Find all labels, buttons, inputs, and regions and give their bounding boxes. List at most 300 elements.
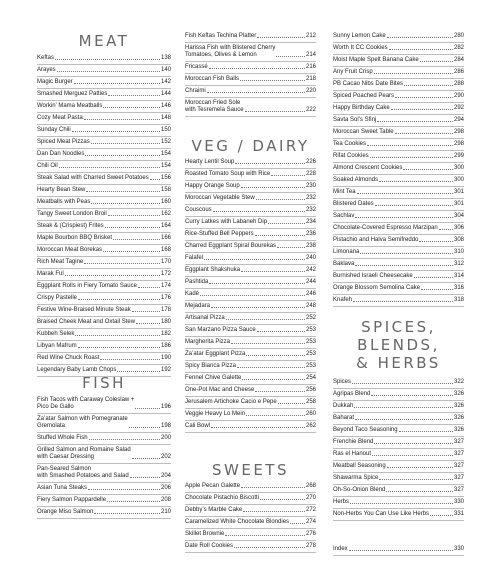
toc-entry[interactable] <box>333 544 464 556</box>
dot-leader <box>290 523 305 524</box>
dot-leader <box>386 491 453 492</box>
dot-leader <box>138 287 160 288</box>
dot-leader <box>226 319 305 320</box>
dot-leader <box>389 49 453 50</box>
entry-page-number: 298 <box>453 129 464 135</box>
entry-page-number: 286 <box>453 69 464 75</box>
entry-page-number: 253 <box>305 351 316 357</box>
entry-title: Savta Sol’s Sfinj <box>333 117 377 123</box>
toc-entry[interactable] <box>333 271 464 283</box>
toc-entry[interactable] <box>333 187 464 199</box>
dot-leader <box>357 193 453 194</box>
entry-title: Workin’ Mama Meatballs <box>37 103 103 109</box>
dot-leader <box>91 203 160 204</box>
entry-page-number: 154 <box>160 151 171 157</box>
dot-leader <box>78 299 160 300</box>
toc-entry[interactable] <box>333 127 464 139</box>
toc-entry[interactable] <box>333 497 464 509</box>
toc-entry[interactable] <box>37 209 171 221</box>
entry-title: Debby’s Marble Cake <box>185 507 243 513</box>
dot-leader <box>129 427 160 428</box>
entry-page-number: 232 <box>305 195 316 201</box>
toc-entry[interactable] <box>333 437 464 449</box>
dot-leader <box>135 408 160 409</box>
entry-page-number: 282 <box>453 45 464 51</box>
entry-page-number: 202 <box>160 454 171 460</box>
dot-leader <box>117 371 160 372</box>
toc-entry[interactable] <box>185 181 316 193</box>
dot-leader <box>371 395 453 396</box>
dot-leader <box>379 479 453 480</box>
dot-leader <box>130 477 160 478</box>
dot-leader <box>225 535 305 536</box>
toc-entry[interactable] <box>185 385 316 397</box>
entry-title: Sachlav <box>333 213 355 219</box>
toc-entry[interactable] <box>37 65 171 77</box>
toc-entry[interactable] <box>37 445 171 464</box>
toc-entry[interactable] <box>37 281 171 293</box>
entry-page-number: 253 <box>305 363 316 369</box>
entry-page-number: 280 <box>453 33 464 39</box>
entry-title: Legendary Baby Lamb Chops <box>37 367 117 373</box>
entry-title: Sunday Chili <box>37 127 71 133</box>
dot-leader <box>372 455 453 456</box>
toc-entry[interactable] <box>333 247 464 259</box>
toc-entry[interactable] <box>333 67 464 79</box>
entry-title: Dukkah <box>333 403 354 409</box>
toc-entry[interactable] <box>37 341 171 353</box>
toc-entry[interactable] <box>185 74 316 86</box>
entry-page-number: 262 <box>305 423 316 429</box>
dot-leader <box>352 383 453 384</box>
entry-title: Chraimi <box>185 88 206 94</box>
entry-title: PB Cacao Nibs Date Bites <box>333 81 404 87</box>
toc-entry[interactable] <box>333 79 464 91</box>
entry-title: Hearty Bean Stew <box>37 187 86 193</box>
dot-leader <box>277 247 305 248</box>
dot-leader <box>278 403 305 404</box>
dot-leader <box>268 223 305 224</box>
toc-entry[interactable] <box>333 223 464 235</box>
dot-leader <box>207 92 305 93</box>
entry-title: Herbs <box>333 499 350 505</box>
entry-title: Roasted Tomato Soup with Rice <box>185 171 271 177</box>
entry-page-number: 182 <box>160 331 171 337</box>
toc-entry[interactable] <box>185 169 316 181</box>
entry-title: Eggplant Shakshuka <box>185 267 241 273</box>
entry-page-number: 294 <box>453 117 464 123</box>
toc-entry[interactable] <box>333 461 464 473</box>
toc-entry[interactable] <box>333 449 464 461</box>
toc-entry[interactable] <box>333 235 464 247</box>
entry-page-number: 248 <box>305 303 316 309</box>
toc-entry[interactable] <box>185 481 316 493</box>
toc-entry[interactable] <box>37 137 171 149</box>
entry-page-number: 218 <box>305 76 316 82</box>
toc-entry[interactable] <box>37 125 171 137</box>
toc-entry[interactable] <box>185 43 316 62</box>
toc-entry[interactable] <box>185 397 316 409</box>
dot-leader <box>355 419 453 420</box>
dot-leader <box>59 167 160 168</box>
toc-entry[interactable] <box>37 245 171 257</box>
toc-entry[interactable] <box>185 421 316 433</box>
dot-leader <box>78 347 160 348</box>
entry-page-number: 238 <box>305 243 316 249</box>
entry-title: Hearty Lentil Soup <box>185 159 235 165</box>
entry-page-number: 254 <box>305 375 316 381</box>
toc-entry[interactable] <box>185 409 316 421</box>
toc-entry[interactable] <box>37 185 171 197</box>
entry-page-number: 300 <box>453 165 464 171</box>
entry-page-number: 256 <box>305 387 316 393</box>
toc-entry[interactable] <box>185 157 316 169</box>
entry-title: Jerusalem Artichoke Cacio e Pepe <box>185 399 277 405</box>
spices-list <box>333 377 464 521</box>
dot-leader <box>403 169 453 170</box>
toc-entry[interactable] <box>37 173 171 185</box>
entry-page-number: 310 <box>453 249 464 255</box>
entry-page-number: 210 <box>160 509 171 515</box>
entry-title: Crispy Pastelle <box>37 295 78 301</box>
dot-leader <box>211 427 305 428</box>
toc-entry[interactable] <box>333 139 464 151</box>
dot-leader <box>349 550 453 551</box>
toc-entry[interactable] <box>37 395 171 414</box>
fish-cont-list <box>185 31 316 117</box>
entry-page-number: 306 <box>453 225 464 231</box>
entry-page-number: 166 <box>160 235 171 241</box>
dot-leader <box>395 133 453 134</box>
entry-page-number: 190 <box>160 355 171 361</box>
entry-page-number: 240 <box>305 255 316 261</box>
dot-leader <box>377 121 453 122</box>
entry-title: Happy Birthday Cake <box>333 105 390 111</box>
entry-title: Beyond Taco Seasoning <box>333 427 398 433</box>
entry-page-number: 288 <box>453 81 464 87</box>
toc-entry[interactable] <box>185 301 316 313</box>
toc-entry[interactable] <box>333 91 464 103</box>
entry-title: Mint Tea <box>333 189 356 195</box>
dot-leader <box>103 251 160 252</box>
toc-entry[interactable] <box>37 464 171 483</box>
toc-entry[interactable] <box>37 113 171 125</box>
entry-page-number: 152 <box>160 139 171 145</box>
section-title-meat: MEAT <box>78 32 130 50</box>
entry-title: Caramelized White Chocolate Blondies <box>185 519 290 525</box>
entry-page-number: 301 <box>453 189 464 195</box>
entry-page-number: 298 <box>453 141 464 147</box>
entry-page-number: 174 <box>160 283 171 289</box>
entry-title: Pashtida <box>185 279 209 285</box>
toc-entry[interactable] <box>37 257 171 269</box>
toc-entry[interactable] <box>37 495 171 507</box>
toc-entry[interactable] <box>333 413 464 425</box>
entry-page-number: 253 <box>305 327 316 333</box>
toc-entry[interactable] <box>333 377 464 389</box>
toc-entry[interactable] <box>185 31 316 43</box>
entry-page-number: 316 <box>453 285 464 291</box>
toc-entry[interactable] <box>333 175 464 187</box>
entry-title: Magic Burger <box>37 79 73 85</box>
entry-page-number: 236 <box>305 231 316 237</box>
toc-entry[interactable] <box>37 293 171 305</box>
entry-page-number: 230 <box>305 183 316 189</box>
veg-list <box>185 157 316 433</box>
toc-entry[interactable] <box>37 414 171 433</box>
entry-page-number: 138 <box>160 55 171 61</box>
entry-page-number: 226 <box>305 159 316 165</box>
entry-page-number: 200 <box>160 435 171 441</box>
entry-title: Meatball Seasoning <box>333 463 386 469</box>
toc-entry[interactable] <box>37 305 171 317</box>
toc-entry[interactable] <box>37 221 171 233</box>
dot-leader <box>355 217 453 218</box>
dot-leader <box>200 295 305 296</box>
dot-leader <box>132 311 160 312</box>
toc-entry[interactable] <box>185 373 316 385</box>
toc-entry[interactable] <box>333 31 464 43</box>
entry-title: Fiery Salmon Pappardelle <box>37 497 107 503</box>
entry-page-number: 330 <box>453 499 464 505</box>
toc-entry[interactable] <box>333 55 464 67</box>
dot-leader <box>241 487 305 488</box>
entry-title: Date Roll Cookies <box>185 543 234 549</box>
toc-entry[interactable] <box>185 505 316 517</box>
dot-leader <box>234 547 305 548</box>
toc-entry[interactable] <box>185 337 316 349</box>
entry-title: Festive Wine-Braised Minute Steak <box>37 307 131 313</box>
entry-page-number: 252 <box>305 315 316 321</box>
toc-entry[interactable] <box>37 53 171 65</box>
dot-leader <box>374 73 453 74</box>
index-list <box>333 544 464 556</box>
entry-title: Mejadara <box>185 303 211 309</box>
dot-leader <box>257 331 305 332</box>
entry-title: Ras el Hanout <box>333 451 372 457</box>
entry-page-number: 260 <box>305 411 316 417</box>
toc-entry[interactable] <box>185 325 316 337</box>
dot-leader <box>360 253 453 254</box>
dot-leader <box>255 235 305 236</box>
dot-leader <box>354 407 453 408</box>
entry-page-number: 270 <box>305 495 316 501</box>
dot-leader <box>72 131 160 132</box>
dot-leader <box>367 145 453 146</box>
entry-title: Spiced Meat Pizzas <box>37 139 90 145</box>
toc-entry[interactable] <box>185 313 316 325</box>
entry-title: Veggie Heavy Lo Mein <box>185 411 246 417</box>
toc-entry[interactable] <box>333 103 464 115</box>
toc-entry[interactable] <box>333 425 464 437</box>
entry-page-number: 300 <box>453 177 464 183</box>
toc-entry[interactable] <box>185 62 316 74</box>
entry-title: Couscous <box>185 207 212 213</box>
dot-leader <box>420 61 453 62</box>
toc-entry[interactable] <box>333 211 464 223</box>
entry-title: Keftas <box>37 55 55 61</box>
entry-page-number: 186 <box>160 343 171 349</box>
entry-title: Chocolate Pistachio Biscotti <box>185 495 260 501</box>
entry-page-number: 242 <box>305 267 316 273</box>
entry-page-number: 274 <box>305 519 316 525</box>
dot-leader <box>414 277 453 278</box>
entry-title: Braised Cheek Meat and Oxtail Stew <box>37 319 136 325</box>
dot-leader <box>246 415 305 416</box>
dot-leader <box>85 155 160 156</box>
fish-list <box>37 395 171 519</box>
toc-entry[interactable] <box>185 529 316 541</box>
toc-entry[interactable] <box>185 229 316 241</box>
entry-page-number: 246 <box>305 291 316 297</box>
entry-title: Asian Tuna Steaks <box>37 485 88 491</box>
toc-entry[interactable] <box>37 149 171 161</box>
toc-entry[interactable] <box>185 517 316 529</box>
entry-title: Sunny Lemon Cake <box>333 33 386 39</box>
entry-page-number: 180 <box>160 319 171 325</box>
entry-title: Falafel <box>185 255 204 261</box>
entry-title: Marak Ful <box>37 271 64 277</box>
entry-title: Moroccan Fish Balls <box>185 76 240 82</box>
entry-page-number: 278 <box>305 543 316 549</box>
dot-leader <box>439 229 453 230</box>
toc-entry[interactable] <box>185 265 316 277</box>
toc-entry[interactable] <box>333 509 464 521</box>
toc-entry[interactable] <box>333 283 464 295</box>
entry-title: Moist Maple Spelt Banana Cake <box>333 57 419 63</box>
entry-page-number: 331 <box>453 511 464 517</box>
toc-entry[interactable] <box>37 89 171 101</box>
entry-page-number: 154 <box>160 163 171 169</box>
toc-entry[interactable] <box>37 101 171 113</box>
dot-leader <box>86 191 160 192</box>
dot-leader <box>211 307 305 308</box>
toc-entry[interactable] <box>37 353 171 365</box>
section-title-veg-dairy: VEG / DAIRY <box>191 137 310 155</box>
toc-entry[interactable] <box>333 199 464 211</box>
toc-entry[interactable] <box>185 217 316 229</box>
entry-page-number: 326 <box>453 403 464 409</box>
toc-entry[interactable] <box>185 98 316 117</box>
entry-title: Margherita Pizza <box>185 339 231 345</box>
toc-entry[interactable] <box>333 151 464 163</box>
toc-entry[interactable] <box>37 197 171 209</box>
toc-entry[interactable] <box>37 329 171 341</box>
toc-entry[interactable] <box>37 507 171 519</box>
dot-leader <box>370 157 453 158</box>
toc-entry[interactable] <box>185 349 316 361</box>
dot-leader <box>271 175 305 176</box>
entry-title: Red Wine Chuck Roast <box>37 355 100 361</box>
toc-entry[interactable] <box>333 485 464 497</box>
entry-page-number: 214 <box>305 52 316 58</box>
toc-entry[interactable] <box>333 115 464 127</box>
entry-page-number: 326 <box>453 391 464 397</box>
entry-title: Steak Salad with Charred Sweet Potatoes <box>37 175 149 181</box>
toc-entry[interactable] <box>37 483 171 495</box>
entry-title: Frenchie Blend <box>333 439 374 445</box>
entry-page-number: 318 <box>453 297 464 303</box>
dot-leader <box>108 95 160 96</box>
toc-entry[interactable] <box>333 401 464 413</box>
entry-title: Agripas Blend <box>333 391 371 397</box>
entry-title: Shawarma Spice <box>333 475 379 481</box>
toc-entry[interactable] <box>185 86 316 98</box>
entry-title: Smashed Merguez Patties <box>37 91 108 97</box>
toc-entry[interactable] <box>185 277 316 289</box>
entry-page-number: 170 <box>160 259 171 265</box>
toc-entry[interactable] <box>37 233 171 245</box>
dot-leader <box>132 458 160 459</box>
dot-leader <box>355 265 453 266</box>
toc-entry[interactable] <box>333 259 464 271</box>
toc-entry[interactable] <box>185 193 316 205</box>
toc-entry[interactable] <box>333 295 464 307</box>
dot-leader <box>241 187 305 188</box>
entry-title: Harissa Fish with Blistered Cherry Tomatoes, Olives & Lemon <box>185 45 276 58</box>
toc-entry[interactable] <box>185 361 316 373</box>
dot-leader <box>235 163 305 164</box>
dot-leader <box>209 283 305 284</box>
toc-entry[interactable] <box>333 473 464 485</box>
toc-entry[interactable] <box>37 161 171 173</box>
entry-title: Apple Pecan Galette <box>185 483 241 489</box>
toc-entry[interactable] <box>333 163 464 175</box>
toc-entry[interactable] <box>37 77 171 89</box>
entry-title: Spiced Poached Pears <box>333 93 395 99</box>
dot-leader <box>387 467 453 468</box>
entry-page-number: 304 <box>453 213 464 219</box>
entry-title: Oh-So-Onion Blend <box>333 487 386 493</box>
entry-title: Artisanal Pizza <box>185 315 225 321</box>
toc-entry[interactable] <box>37 317 171 329</box>
entry-title: Arayes <box>37 67 56 73</box>
toc-entry[interactable] <box>333 389 464 401</box>
toc-entry[interactable] <box>185 541 316 553</box>
toc-entry[interactable] <box>333 43 464 55</box>
toc-entry[interactable] <box>185 253 316 265</box>
entry-title: Rifat Cookies <box>333 153 369 159</box>
entry-page-number: 144 <box>160 91 171 97</box>
dot-leader <box>88 489 160 490</box>
toc-entry[interactable] <box>185 493 316 505</box>
entry-page-number: 327 <box>453 439 464 445</box>
entry-page-number: 146 <box>160 103 171 109</box>
entry-title: Burnished Israeli Cheesecake <box>333 273 413 279</box>
sweets-cont-list <box>333 31 464 307</box>
entry-page-number: 140 <box>160 67 171 73</box>
entry-title: Baharat <box>333 415 355 421</box>
entry-page-number: 160 <box>160 199 171 205</box>
dot-leader <box>404 85 453 86</box>
entry-page-number: 232 <box>305 207 316 213</box>
entry-title: Eggplant Rolls in Fiery Tomato Sauce <box>37 283 137 289</box>
entry-page-number: 314 <box>453 273 464 279</box>
entry-page-number: 327 <box>453 463 464 469</box>
toc-entry[interactable] <box>185 289 316 301</box>
entry-title: Grilled Salmon and Romaine Salad with Caesar Dressing <box>37 447 131 460</box>
entry-page-number: 330 <box>453 546 464 552</box>
toc-entry[interactable] <box>37 433 171 445</box>
entry-title: Orange Blossom Semolina Cake <box>333 285 421 291</box>
dot-leader <box>213 211 305 212</box>
entry-title: Almond Crescent Cookies <box>333 165 403 171</box>
dot-leader <box>387 37 453 38</box>
entry-title: Any Fruit Crisp <box>333 69 373 75</box>
toc-entry[interactable] <box>37 269 171 281</box>
toc-entry[interactable] <box>185 205 316 217</box>
toc-entry[interactable] <box>185 241 316 253</box>
